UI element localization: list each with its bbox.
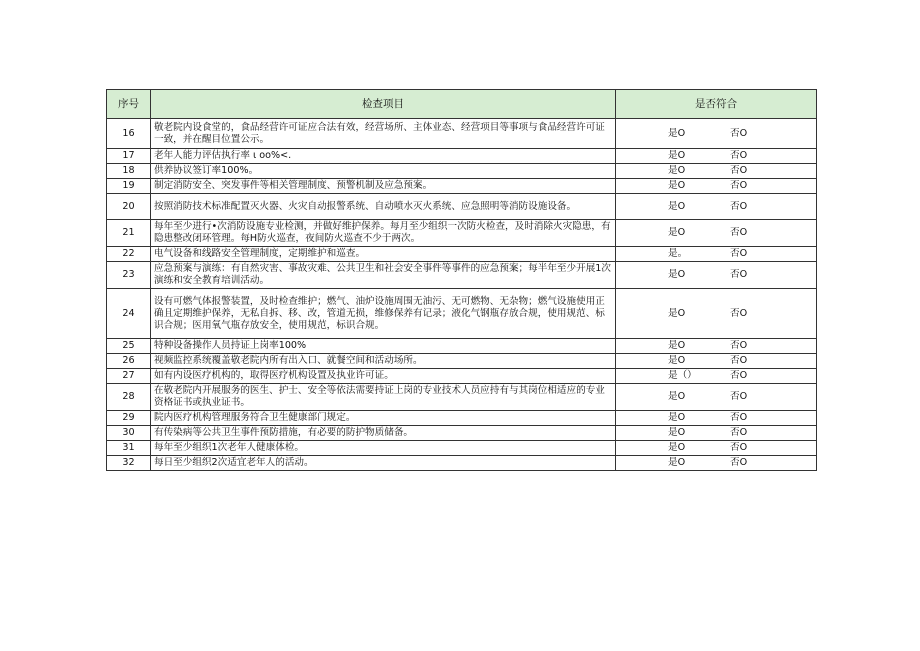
yes-option[interactable]: 是O [668,355,686,366]
header-compliance: 是否符合 [616,90,817,119]
yes-option[interactable]: 是（） [668,370,697,381]
no-option[interactable]: 否O [730,427,748,438]
row-item-text: 设有可燃气体报警装置，及时检查维护；燃气、油炉设施周围无油污、无可燃物、无杂物；燃气设施使用正确且定期维护保养，无私自拆、移、改，管道无损，维修保养有记录；液化气钢瓶存放合规，使用规范、标识合规；医用氧气瓶存放安全，使用规范，标识合规。 [151,289,616,339]
yes-option[interactable]: 是O [668,442,686,453]
row-item-text: 应急预案与演练：有自然灾害、事故灾难、公共卫生和社会安全事件等事件的应急预案；每半年至少开展1次演练和安全教育培训活动。 [151,262,616,289]
yes-option[interactable]: 是O [668,150,686,161]
yes-option[interactable]: 是O [668,391,686,402]
row-item-text: 每年至少组织1次老年人健康体检。 [151,441,616,456]
no-option[interactable]: 否O [730,227,748,238]
table-row [107,339,817,354]
no-option[interactable]: 否O [730,370,748,381]
row-number: 26 [107,354,151,369]
row-item-text: 有传染病等公共卫生事件预防措施，有必要的防护物质储备。 [151,426,616,441]
table-row [107,149,817,164]
yes-option[interactable]: 是O [668,165,686,176]
row-compliance [616,247,817,262]
table-row [107,411,817,426]
table-row [107,119,817,149]
row-item-text: 特种设备操作人员持证上岗率100% [151,339,616,354]
yes-option[interactable]: 是O [668,340,686,351]
no-option[interactable]: 否O [730,165,748,176]
row-number: 24 [107,289,151,339]
row-compliance [616,384,817,411]
table-row [107,289,817,339]
yes-option[interactable]: 是。 [668,248,688,259]
table-row [107,456,817,471]
row-number: 17 [107,149,151,164]
row-compliance [616,220,817,247]
header-item: 检查项目 [151,90,616,119]
yes-option[interactable]: 是O [668,427,686,438]
row-compliance [616,411,817,426]
no-option[interactable]: 否O [730,180,748,191]
table-row [107,426,817,441]
row-number: 32 [107,456,151,471]
row-item-text: 院内医疗机构管理服务符合卫生健康部门规定。 [151,411,616,426]
row-number: 28 [107,384,151,411]
no-option[interactable]: 否O [730,412,748,423]
table-row [107,384,817,411]
row-compliance [616,456,817,471]
no-option[interactable]: 否O [730,269,748,280]
yes-option[interactable]: 是O [668,227,686,238]
row-item-text: 按照消防技术标准配置灭火器、火灾自动报警系统、自动喷水灭火系统、应急照明等消防设施设备。 [151,194,616,220]
row-compliance [616,339,817,354]
row-number: 16 [107,119,151,149]
row-compliance [616,369,817,384]
row-compliance [616,164,817,179]
no-option[interactable]: 否O [730,200,748,212]
row-compliance [616,119,817,149]
row-item-text: 如有内设医疗机构的，取得医疗机构设置及执业许可证。 [151,369,616,384]
row-compliance [616,289,817,339]
table-row [107,220,817,247]
no-option[interactable]: 否O [730,457,748,468]
header-row [107,90,817,119]
row-compliance [616,149,817,164]
table-row [107,369,817,384]
row-number: 31 [107,441,151,456]
table-row [107,164,817,179]
table-row [107,179,817,194]
row-number: 30 [107,426,151,441]
row-item-text: 每日至少组织2次适宜老年人的活动。 [151,456,616,471]
no-option[interactable]: 否O [730,127,748,139]
no-option[interactable]: 否O [730,355,748,366]
yes-option[interactable]: 是O [668,127,686,139]
row-number: 29 [107,411,151,426]
inspection-table [106,89,817,471]
yes-option[interactable]: 是O [668,269,686,280]
table-row [107,441,817,456]
table-row [107,354,817,369]
row-item-text: 视频监控系统覆盖敬老院内所有出入口、就餐空间和活动场所。 [151,354,616,369]
no-option[interactable]: 否O [730,442,748,453]
row-compliance [616,262,817,289]
row-item-text: 供养协议签订率100%。 [151,164,616,179]
no-option[interactable]: 否O [730,391,748,402]
row-compliance [616,354,817,369]
yes-option[interactable]: 是O [668,180,686,191]
row-number: 20 [107,194,151,220]
row-item-text: 制定消防安全、突发事件等相关管理制度、预警机制及应急预案。 [151,179,616,194]
yes-option[interactable]: 是O [668,412,686,423]
no-option[interactable]: 否O [730,307,748,319]
row-number: 27 [107,369,151,384]
row-item-text: 每年至少进行•次消防设施专业检测，并做好维护保养。每月至少组织一次防火检查，及时消除火灾隐患，有隐患整改闭环管理。每H防火巡查，夜间防火巡查不少于两次。 [151,220,616,247]
yes-option[interactable]: 是O [668,307,686,319]
row-number: 23 [107,262,151,289]
row-number: 25 [107,339,151,354]
row-number: 18 [107,164,151,179]
yes-option[interactable]: 是O [668,457,686,468]
no-option[interactable]: 否O [730,248,748,259]
no-option[interactable]: 否O [730,340,748,351]
no-option[interactable]: 否O [730,150,748,161]
table-row [107,247,817,262]
row-item-text: 老年人能力评估执行率 ι oo%<. [151,149,616,164]
yes-option[interactable]: 是O [668,200,686,212]
row-compliance [616,426,817,441]
row-number: 22 [107,247,151,262]
header-number: 序号 [107,90,151,119]
table-row [107,262,817,289]
row-item-text: 敬老院内设食堂的，食品经营许可证应合法有效，经营场所、主体业态、经营项目等事项与食品经营许可证一致，并在醒目位置公示。 [151,119,616,149]
row-compliance [616,441,817,456]
table-row [107,194,817,220]
row-compliance [616,194,817,220]
row-number: 19 [107,179,151,194]
row-compliance [616,179,817,194]
row-item-text: 电气设备和线路安全管理制度，定期维护和巡查。 [151,247,616,262]
row-item-text: 在敬老院内开展服务的医生、护士、安全等依法需要持证上岗的专业技术人员应持有与其岗位相适应的专业资格证书或执业证书。 [151,384,616,411]
row-number: 21 [107,220,151,247]
